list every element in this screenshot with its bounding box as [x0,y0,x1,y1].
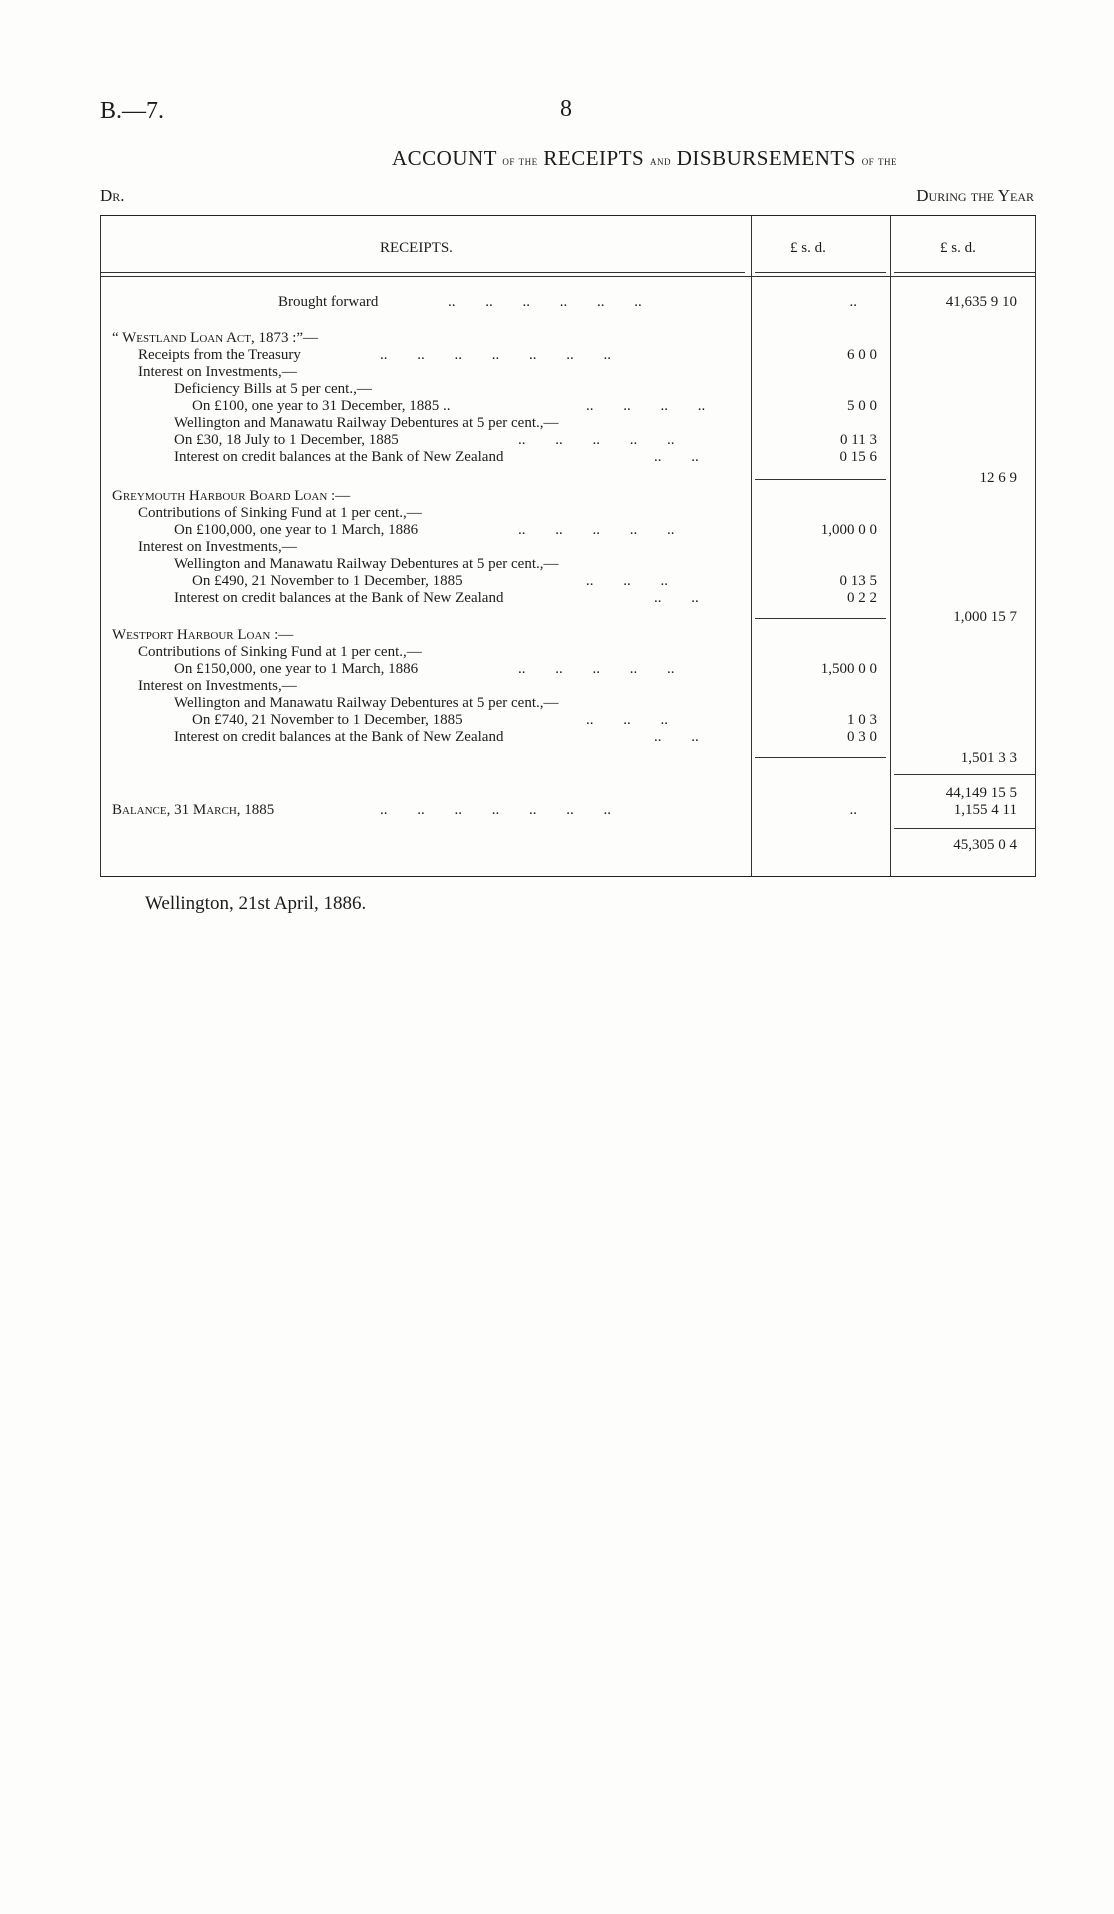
title-disbursements: DISBURSEMENTS [676,146,856,170]
header-rule-left [100,272,745,273]
grey-on490-amount: 0 13 5 [839,573,877,589]
westland-credit-amount: 0 15 6 [839,449,877,465]
grey-sum-rule [755,618,886,619]
debit-label: Dr. [100,186,125,205]
grand-total-rule [894,828,1036,829]
brought-forward-dots: .. .. .. .. .. .. [448,294,642,310]
westland-total: 12 6 9 [979,470,1017,486]
grey-heading: Greymouth Harbour Board Loan :— [112,488,351,504]
westland-treasury-dots: .. .. .. .. .. .. .. [380,347,611,363]
westland-treasury-amount: 6 0 0 [847,347,877,363]
westland-credit: Interest on credit balances at the Bank of New Zealand [174,449,504,465]
title-receipts: RECEIPTS [543,146,645,170]
west-on740-dots: .. .. .. [586,712,668,728]
grey-on100000-dots: .. .. .. .. .. [518,522,675,538]
west-credit-dots: .. .. [654,729,699,745]
westland-interest: Interest on Investments,— [138,364,297,380]
west-on150000-amount: 1,500 0 0 [820,661,877,677]
westland-on100-amount: 5 0 0 [847,398,877,414]
westland-on100-dots: .. .. .. .. [586,398,706,414]
westland-heading: “ Westland Loan Act, 1873 :”— [112,330,319,346]
page-title [392,146,897,171]
grey-credit-dots: .. .. [654,590,699,606]
title-of-the-1: of the [502,153,538,168]
balance-col1: .. [849,802,857,818]
subtotal-rule [894,774,1036,775]
brought-forward-col1: .. [849,294,857,310]
col2-left-rule [890,216,891,876]
brought-forward-label: Brought forward [278,294,379,310]
page-number: 8 [560,96,572,122]
grey-total: 1,000 15 7 [953,609,1017,625]
title-of-the-2: of the [861,153,897,168]
place-date-line: Wellington, 21st April, 1886. [145,893,367,914]
westland-treasury: Receipts from the Treasury [138,347,301,363]
west-sum-rule [755,757,886,758]
west-credit-amount: 0 3 0 [847,729,877,745]
col1-left-rule [751,216,752,876]
grey-contrib: Contributions of Sinking Fund at 1 per cent.,— [138,505,422,521]
grey-on490-dots: .. .. .. [586,573,668,589]
grey-interest: Interest on Investments,— [138,539,297,555]
west-on740: On £740, 21 November to 1 December, 1885 [192,712,463,728]
title-and: and [649,153,671,168]
west-on150000: On £150,000, one year to 1 March, 1886 [174,661,419,677]
west-contrib: Contributions of Sinking Fund at 1 per cent.,— [138,644,422,660]
westland-on30-amount: 0 11 3 [840,432,877,448]
col1-heading: £ s. d. [790,240,826,256]
balance-label: Balance, 31 March, 1885 [112,802,275,818]
receipts-column-heading: RECEIPTS. [380,240,453,256]
grey-on490: On £490, 21 November to 1 December, 1885 [192,573,463,589]
grey-on100000: On £100,000, one year to 1 March, 1886 [174,522,419,538]
west-heading: Westport Harbour Loan :— [112,627,294,643]
brought-forward-col2: 41,635 9 10 [945,294,1017,310]
westland-wm: Wellington and Manawatu Railway Debentures at 5 per cent.,— [174,415,559,431]
westland-on30-dots: .. .. .. .. .. [518,432,675,448]
header-rule-col2 [894,272,1036,273]
header-rule-col1 [755,272,886,273]
col2-heading: £ s. d. [940,240,976,256]
westland-credit-dots: .. .. [654,449,699,465]
west-on740-amount: 1 0 3 [847,712,877,728]
westland-sum-rule [755,479,886,480]
west-wm: Wellington and Manawatu Railway Debentures at 5 per cent.,— [174,695,559,711]
grey-credit-amount: 0 2 2 [847,590,877,606]
balance-dots: .. .. .. .. .. .. .. [380,802,611,818]
westland-on30: On £30, 18 July to 1 December, 1885 [174,432,399,448]
grand-total-amount: 45,305 0 4 [953,837,1017,853]
west-on150000-dots: .. .. .. .. .. [518,661,675,677]
table-right-rule [1035,216,1036,876]
west-credit: Interest on credit balances at the Bank of New Zealand [174,729,504,745]
header-rule [100,276,1036,277]
document-reference: B.—7. [100,98,165,124]
balance-amount: 1,155 4 11 [953,802,1017,818]
grey-wm: Wellington and Manawatu Railway Debentures at 5 per cent.,— [174,556,559,572]
grey-credit: Interest on credit balances at the Bank of New Zealand [174,590,504,606]
during-the-year-label: During the Year [916,186,1034,205]
westland-deficiency: Deficiency Bills at 5 per cent.,— [174,381,372,397]
west-interest: Interest on Investments,— [138,678,297,694]
grey-on100000-amount: 1,000 0 0 [820,522,877,538]
westland-on100: On £100, one year to 31 December, 1885 .. [192,398,451,414]
title-account: ACCOUNT [392,146,497,170]
table-left-rule [100,216,101,876]
subtotal-amount: 44,149 15 5 [945,785,1017,801]
west-total: 1,501 3 3 [960,750,1017,766]
